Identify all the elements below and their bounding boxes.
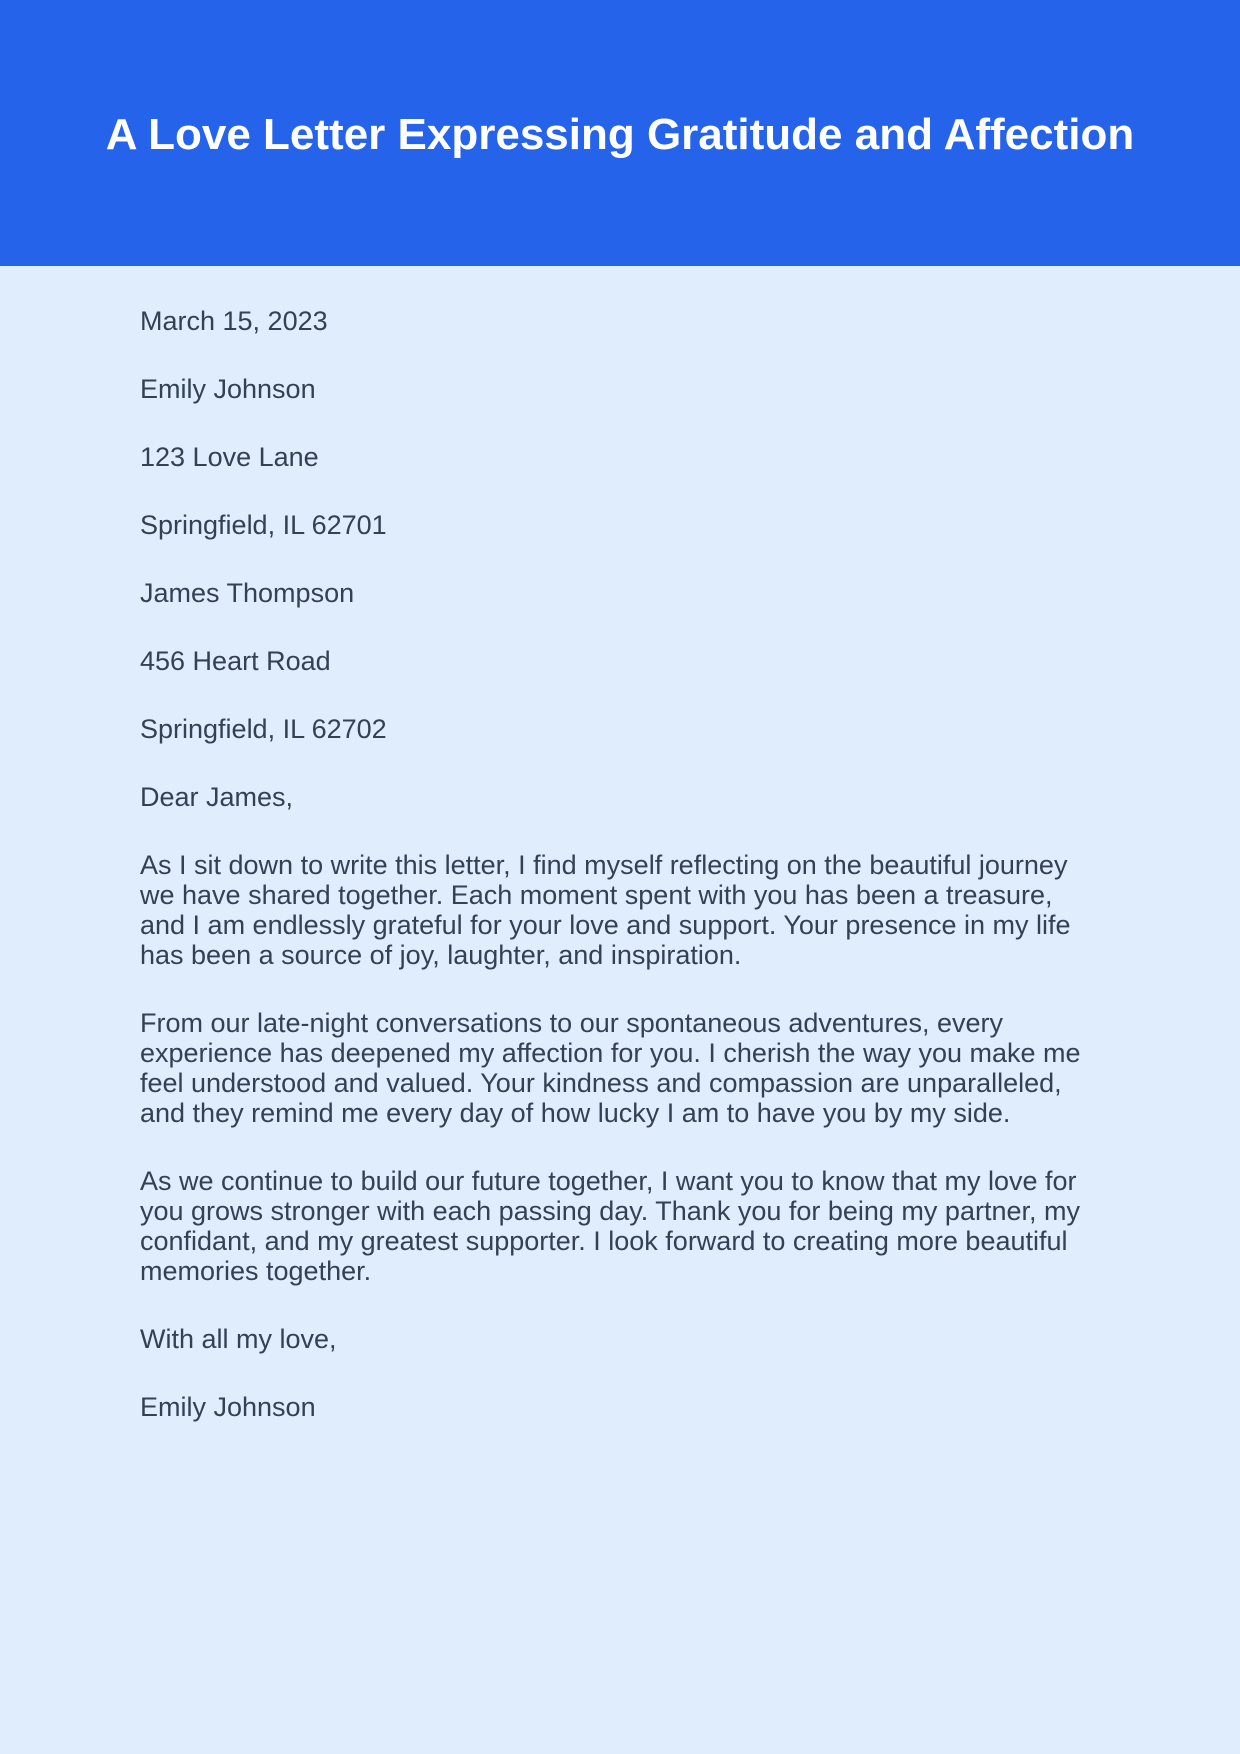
letter-paragraph: As we continue to build our future together, I want you to know that my love for you grows stronger with each passing day. Thank you for being my partner, my confidant, and my greatest supporter. I look forward to creating more beautiful memories together. (140, 1166, 1080, 1286)
letter-date: March 15, 2023 (140, 306, 328, 336)
signature: Emily Johnson (140, 1392, 316, 1422)
letter-body (0, 266, 1240, 1422)
letter-header (0, 0, 1240, 266)
page-title: A Love Letter Expressing Gratitude and Affection (105, 110, 1135, 159)
salutation: Dear James, (140, 782, 294, 812)
sender-city: Springfield, IL 62701 (140, 510, 387, 540)
letter-paragraph: As I sit down to write this letter, I find myself reflecting on the beautiful journey we have shared together. Each moment spent with you has been a treasure, and I am endlessly grateful for your love and support. Your presence in my life has been a source of joy, laughter, and inspiration. (140, 850, 1071, 970)
letter-paragraph: From our late-night conversations to our spontaneous adventures, every experience has deepened my affection for you. I cherish the way you make me feel understood and valued. Your kindness and compassion are unparalleled, and they remind me every day of how lucky I am to have you by my side. (140, 1008, 1081, 1128)
sender-name: Emily Johnson (140, 374, 316, 404)
recipient-street: 456 Heart Road (140, 646, 331, 676)
recipient-city: Springfield, IL 62702 (140, 714, 387, 744)
sender-street: 123 Love Lane (140, 442, 319, 472)
closing: With all my love, (140, 1324, 337, 1354)
recipient-name: James Thompson (140, 578, 355, 608)
